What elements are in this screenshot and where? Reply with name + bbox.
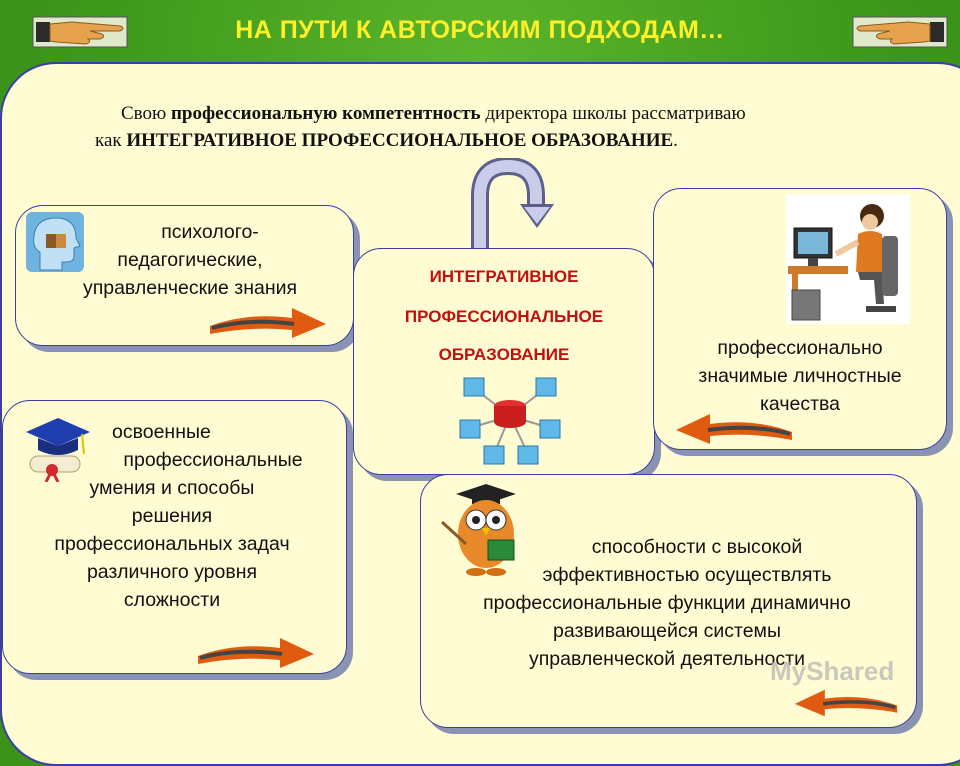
center-line-3: ОБРАЗОВАНИЕ bbox=[438, 345, 570, 364]
qualities-text: профессионально значимые личностные качества bbox=[698, 337, 902, 415]
woman-at-computer-icon bbox=[786, 194, 910, 324]
center-line-2: ПРОФЕССИОНАЛЬНОЕ bbox=[404, 307, 604, 326]
curved-arrow-icon bbox=[470, 158, 560, 250]
arrow-right-icon bbox=[196, 636, 316, 670]
knowledge-text: психолого- педагогические, управленческие знания bbox=[82, 221, 298, 299]
page-title: НА ПУТИ К АВТОРСКИМ ПОДХОДАМ… bbox=[235, 16, 725, 44]
arrow-left-icon bbox=[788, 688, 904, 718]
network-cubes-icon bbox=[458, 368, 562, 468]
intro-text: Свою профессиональную компетентность директора школы рассматриваю как ИНТЕГРАТИВНОЕ ПРОФЕССИОНАЛЬНОЕ ОБРАЗОВАНИЕ. bbox=[95, 103, 746, 151]
arrow-left-icon bbox=[674, 412, 794, 446]
skills-text: освоенные профессиональные умения и способы решения профессиональных задач различного уровня сложности bbox=[54, 421, 303, 611]
arrow-right-icon bbox=[208, 306, 328, 340]
abilities-text: способности с высокой эффективностью осуществлять профессиональные функции динамично развивающейся системы управленческой деятельности bbox=[483, 536, 851, 670]
pointing-hand-right-icon bbox=[852, 14, 948, 50]
center-line-1: ИНТЕГРАТИВНОЕ bbox=[429, 267, 579, 286]
watermark: MyShared bbox=[770, 656, 895, 686]
